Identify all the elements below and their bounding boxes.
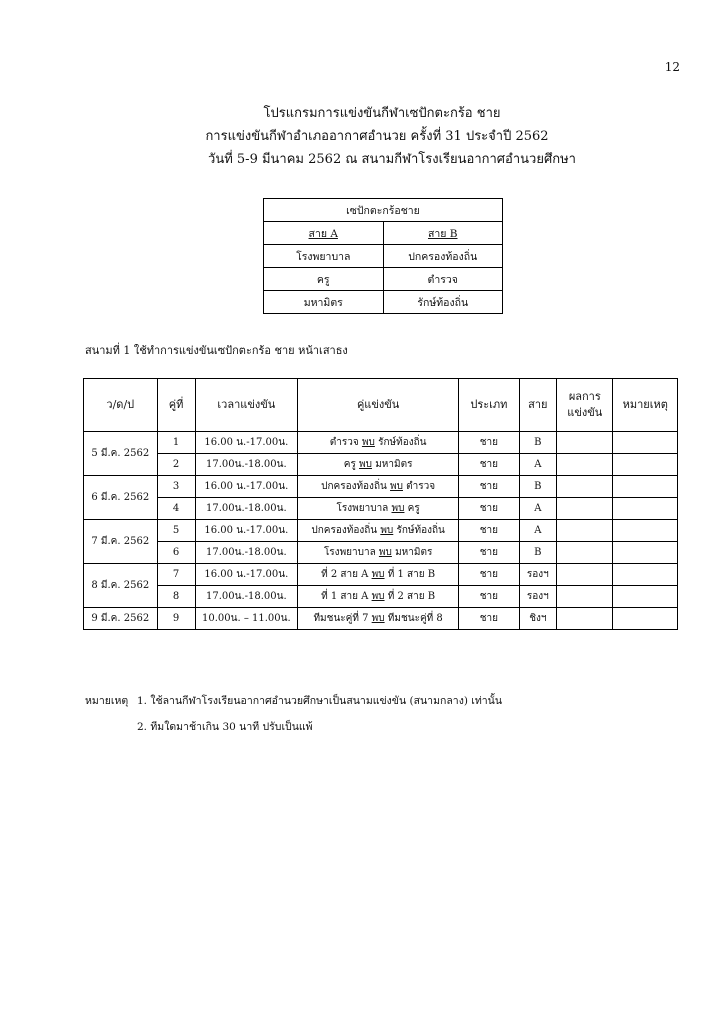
match-remark <box>613 586 678 608</box>
match-remark <box>613 454 678 476</box>
match-no: 9 <box>157 608 195 630</box>
notes-label: หมายเหตุ <box>85 695 129 707</box>
header-remark: หมายเหตุ <box>613 379 678 432</box>
match-result <box>557 586 613 608</box>
header-match-no: คู่ที่ <box>157 379 195 432</box>
group-a-header: สาย A <box>264 222 384 245</box>
table-row <box>84 542 678 564</box>
group-table-title: เซปักตะกร้อชาย <box>264 199 503 222</box>
match-group: A <box>519 454 557 476</box>
header-group: สาย <box>519 379 557 432</box>
match-group: A <box>519 520 557 542</box>
table-row <box>84 498 678 520</box>
match-group: B <box>519 476 557 498</box>
header-type: ประเภท <box>459 379 519 432</box>
match-teams: ที่ 1 สาย A พบ ที่ 2 สาย B <box>298 586 459 608</box>
header-match: คู่แข่งขัน <box>298 379 459 432</box>
match-time: 16.00 น.-17.00น. <box>195 476 297 498</box>
group-a-team: มหามิตร <box>264 291 384 314</box>
header-result: ผลการ แข่งขัน <box>557 379 613 432</box>
group-b-team: ปกครองท้องถิ่น <box>383 245 503 268</box>
header-time: เวลาแข่งขัน <box>195 379 297 432</box>
match-no: 2 <box>157 454 195 476</box>
document-header <box>0 102 724 171</box>
table-row <box>84 608 678 630</box>
match-no: 5 <box>157 520 195 542</box>
venue-note: สนามที่ 1 ใช้ทำการแข่งขันเซปักตะกร้อ ชาย หน้าเสาธง <box>85 344 348 357</box>
notes <box>85 688 502 740</box>
table-row <box>84 476 678 498</box>
match-type: ชาย <box>459 564 519 586</box>
match-date: 8 มี.ค. 2562 <box>84 564 158 608</box>
group-b-team: รักษ์ท้องถิ่น <box>383 291 503 314</box>
match-no: 3 <box>157 476 195 498</box>
match-teams: ปกครองท้องถิ่น พบ ตำรวจ <box>298 476 459 498</box>
table-row <box>84 564 678 586</box>
match-teams: โรงพยาบาล พบ มหามิตร <box>298 542 459 564</box>
match-time: 16.00 น.-17.00น. <box>195 564 297 586</box>
document-subtitle: การแข่งขันกีฬาอำเภออากาศอำนวย ครั้งที่ 31 ประจำปี 2562 <box>205 129 549 144</box>
group-a-team: โรงพยาบาล <box>264 245 384 268</box>
match-type: ชาย <box>459 608 519 630</box>
match-group: รองฯ <box>519 586 557 608</box>
match-result <box>557 432 613 454</box>
match-result <box>557 498 613 520</box>
match-no: 6 <box>157 542 195 564</box>
note-item: 2. ทีมใดมาช้าเกิน 30 นาที ปรับเป็นแพ้ <box>137 721 313 733</box>
match-remark <box>613 564 678 586</box>
page-number: 12 <box>664 60 680 74</box>
schedule-header-row <box>84 379 678 432</box>
match-teams: ตำรวจ พบ รักษ์ท้องถิ่น <box>298 432 459 454</box>
match-type: ชาย <box>459 542 519 564</box>
match-type: ชาย <box>459 498 519 520</box>
table-row <box>84 520 678 542</box>
match-type: ชาย <box>459 454 519 476</box>
match-remark <box>613 432 678 454</box>
group-table <box>263 198 503 314</box>
match-type: ชาย <box>459 520 519 542</box>
group-b-team: ตำรวจ <box>383 268 503 291</box>
table-row <box>84 454 678 476</box>
group-b-header: สาย B <box>383 222 503 245</box>
match-teams: ครู พบ มหามิตร <box>298 454 459 476</box>
match-date: 5 มี.ค. 2562 <box>84 432 158 476</box>
match-no: 4 <box>157 498 195 520</box>
match-group: B <box>519 542 557 564</box>
match-result <box>557 476 613 498</box>
match-teams: ทีมชนะคู่ที่ 7 พบ ทีมชนะคู่ที่ 8 <box>298 608 459 630</box>
match-teams: โรงพยาบาล พบ ครู <box>298 498 459 520</box>
match-time: 10.00น. – 11.00น. <box>195 608 297 630</box>
match-group: A <box>519 498 557 520</box>
match-type: ชาย <box>459 432 519 454</box>
match-time: 17.00น.-18.00น. <box>195 542 297 564</box>
match-remark <box>613 608 678 630</box>
match-group: รองฯ <box>519 564 557 586</box>
match-remark <box>613 476 678 498</box>
match-group: B <box>519 432 557 454</box>
match-no: 1 <box>157 432 195 454</box>
match-teams: ที่ 2 สาย A พบ ที่ 1 สาย B <box>298 564 459 586</box>
match-time: 17.00น.-18.00น. <box>195 454 297 476</box>
match-date: 6 มี.ค. 2562 <box>84 476 158 520</box>
match-result <box>557 564 613 586</box>
match-time: 17.00น.-18.00น. <box>195 586 297 608</box>
match-result <box>557 542 613 564</box>
match-remark <box>613 498 678 520</box>
match-no: 7 <box>157 564 195 586</box>
group-a-team: ครู <box>264 268 384 291</box>
match-type: ชาย <box>459 476 519 498</box>
note-item: หมายเหตุ 1. ใช้ลานกีฬาโรงเรียนอากาศอำนวยศึกษาเป็นสนามแข่งขัน (สนามกลาง) เท่านั้น <box>85 688 502 714</box>
table-row <box>84 432 678 454</box>
schedule-table <box>83 378 678 630</box>
match-no: 8 <box>157 586 195 608</box>
table-row <box>84 586 678 608</box>
match-date: 9 มี.ค. 2562 <box>84 608 158 630</box>
match-result <box>557 520 613 542</box>
match-date: 7 มี.ค. 2562 <box>84 520 158 564</box>
match-time: 17.00น.-18.00น. <box>195 498 297 520</box>
match-time: 16.00 น.-17.00น. <box>195 432 297 454</box>
match-teams: ปกครองท้องถิ่น พบ รักษ์ท้องถิ่น <box>298 520 459 542</box>
match-remark <box>613 542 678 564</box>
match-group: ชิงฯ <box>519 608 557 630</box>
match-result <box>557 454 613 476</box>
header-date: ว/ด/ป <box>84 379 158 432</box>
match-result <box>557 608 613 630</box>
document-date-venue: วันที่ 5-9 มีนาคม 2562 ณ สนามกีฬาโรงเรียนอากาศอำนวยศึกษา <box>208 152 576 167</box>
match-type: ชาย <box>459 586 519 608</box>
match-remark <box>613 520 678 542</box>
match-time: 16.00 น.-17.00น. <box>195 520 297 542</box>
document-title: โปรแกรมการแข่งขันกีฬาเซปักตะกร้อ ชาย <box>263 106 501 121</box>
